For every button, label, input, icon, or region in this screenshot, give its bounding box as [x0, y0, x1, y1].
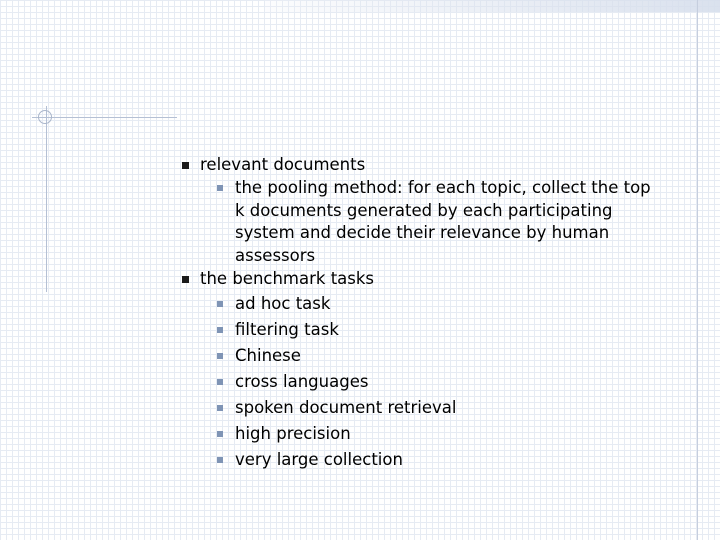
crosshair-icon — [38, 110, 52, 124]
sub-list-item — [0, 395, 720, 421]
square-bullet-icon — [217, 457, 223, 463]
sub-item-text: the pooling method: for each topic, collect the top k documents generated by each participating system and decide their relevance by human assessors — [235, 178, 651, 265]
square-bullet-icon — [182, 276, 189, 283]
square-bullet-icon — [217, 327, 223, 333]
sub-list-item — [0, 369, 720, 395]
item-text: the benchmark tasks — [200, 269, 375, 288]
sub-list-item — [0, 447, 720, 473]
list-item — [0, 153, 720, 177]
header-gradient-band — [265, 0, 720, 12]
bullet-list — [0, 153, 720, 473]
sub-list-item — [0, 291, 720, 317]
square-bullet-icon — [217, 353, 223, 359]
list-item — [0, 267, 720, 291]
item-text: relevant documents — [200, 155, 366, 174]
sub-item-text: filtering task — [235, 320, 339, 339]
square-bullet-icon — [217, 379, 223, 385]
sub-item-text: very large collection — [235, 450, 403, 469]
square-bullet-icon — [217, 405, 223, 411]
sub-list-item — [0, 317, 720, 343]
sub-item-text: ad hoc task — [235, 294, 331, 313]
sub-list-item — [0, 177, 720, 267]
square-bullet-icon — [217, 301, 223, 307]
sub-item-text: Chinese — [235, 346, 301, 365]
square-bullet-icon — [217, 185, 223, 191]
square-bullet-icon — [182, 162, 189, 169]
top-rule — [32, 117, 177, 118]
sub-list-item — [0, 421, 720, 447]
sub-item-text: spoken document retrieval — [235, 398, 457, 417]
sub-list-item — [0, 343, 720, 369]
sub-item-text: cross languages — [235, 372, 369, 391]
slide-body — [0, 153, 720, 473]
sub-item-text: high precision — [235, 424, 351, 443]
square-bullet-icon — [217, 431, 223, 437]
